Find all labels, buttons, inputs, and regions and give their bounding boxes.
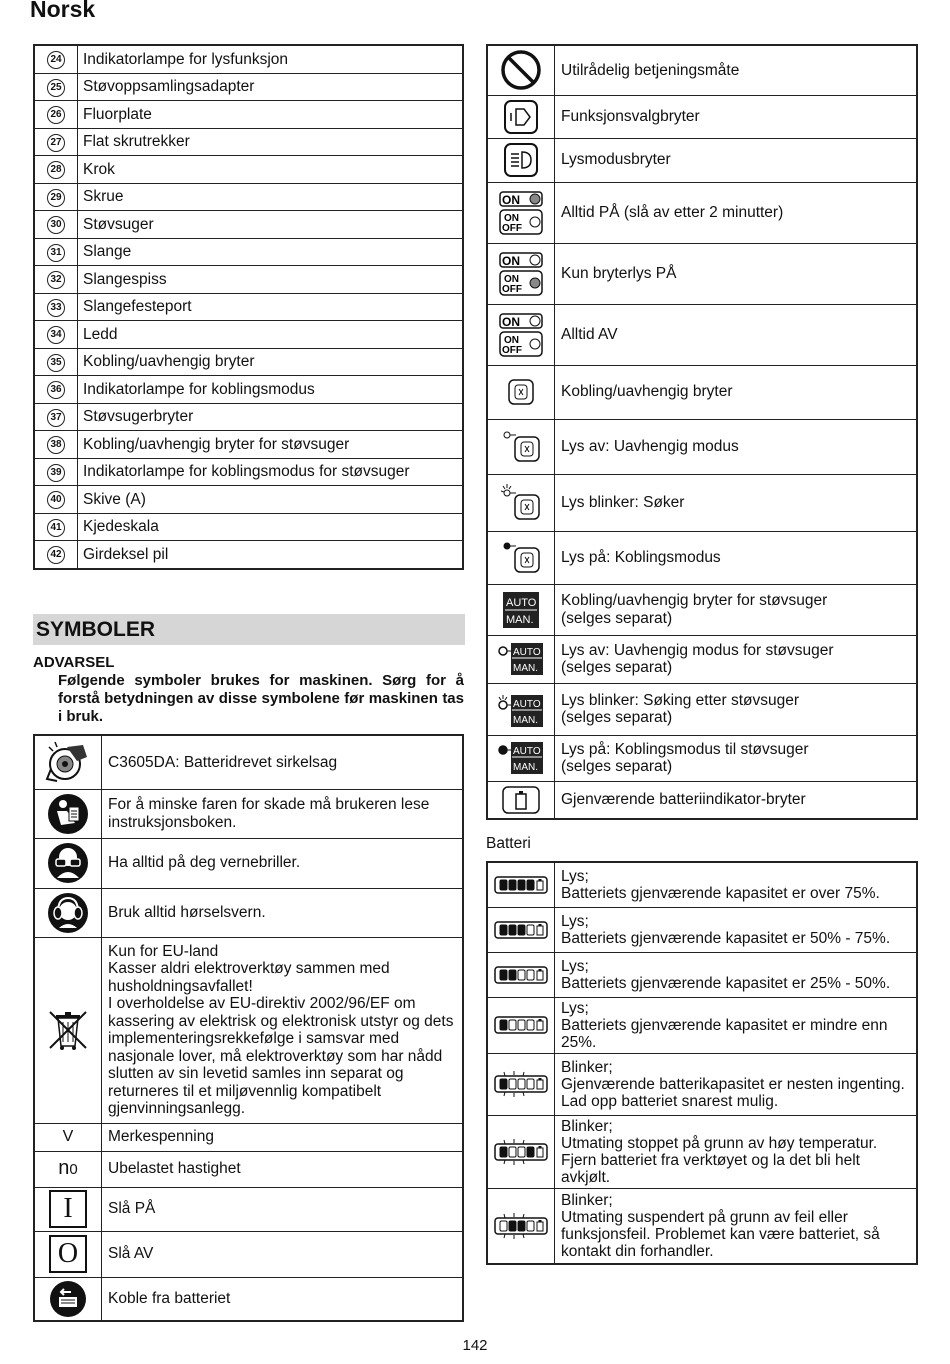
read-manual-icon — [34, 789, 102, 838]
symbol-row — [487, 419, 917, 474]
part-number: 38 — [47, 436, 65, 454]
parts-list-row — [34, 403, 463, 431]
battery-row — [487, 1188, 917, 1264]
svg-text:ON: ON — [502, 253, 520, 268]
svg-text:OFF: OFF — [502, 222, 522, 234]
parts-list-row — [34, 45, 463, 73]
ear-protection-icon — [34, 888, 102, 937]
symbol-row — [34, 1123, 463, 1151]
svg-text:ON: ON — [502, 314, 520, 329]
svg-text:OFF: OFF — [502, 344, 522, 356]
battery-blink-temp-icon — [487, 1115, 555, 1188]
svg-text:ON: ON — [504, 334, 519, 346]
warning-text: Følgende symboler brukes for maskinen. Sørg for å forstå betydningen av disse symbolene før maskinen tas i bruk. — [58, 672, 464, 725]
symbol-text: Lysmodusbryter — [555, 138, 918, 182]
symbol-row — [487, 584, 917, 635]
parts-list-row — [34, 101, 463, 129]
switch-off-icon: O — [49, 1235, 87, 1273]
part-label: Indikatorlampe for koblingsmodus for støvsuger — [78, 458, 464, 486]
symbol-row — [487, 531, 917, 584]
symbol-row — [487, 138, 917, 182]
symbol-text: Utilrådelig betjeningsmåte — [555, 45, 918, 95]
battery-status: Lys; — [561, 999, 589, 1017]
battery-status: Blinker; — [561, 1058, 613, 1076]
symbol-row — [34, 1187, 463, 1231]
symbol-text: Bruk alltid hørselsvern. — [102, 888, 464, 937]
function-select-switch-icon — [487, 95, 555, 138]
battery-table — [486, 861, 918, 1265]
switch-on-icon: I — [49, 1190, 87, 1228]
parts-list-table — [33, 44, 464, 570]
part-label: Indikatorlampe for lysfunksjon — [78, 45, 464, 73]
page-language-heading: Norsk — [30, 0, 96, 22]
battery-row — [487, 907, 917, 952]
symbol-text: Kun bryterlys PÅ — [555, 243, 918, 304]
battery-description: Batteriets gjenværende kapasitet er over 75%. — [561, 884, 880, 902]
symbol-text: Lys av: Uavhengig modus for støvsuger (selges separat) — [555, 635, 918, 683]
part-number: 42 — [47, 546, 65, 564]
part-label: Skive (A) — [78, 486, 464, 514]
battery-status: Blinker; — [561, 1117, 613, 1135]
parts-list-row — [34, 183, 463, 211]
symbol-text: Kun for EU-land Kasser aldri elektroverktøy sammen med husholdningsavfallet! I overholdelse av EU-direktiv 2002/96/EF om kassering av elektrisk og elektronisk utstyr og dets implementeringsrekkefølge i samsvar med nasjonale lover, må elektroverktøy som har nådd slutten av sin levetid samles inn separat og returneres til et miljøvennlig kompatibelt gjenvinningsanlegg. — [102, 937, 464, 1123]
symbol-text: Merkespenning — [102, 1123, 464, 1151]
battery-status: Lys; — [561, 912, 589, 930]
part-label: Ledd — [78, 321, 464, 349]
battery-description: Batteriets gjenværende kapasitet er 50% - 75%. — [561, 929, 891, 947]
parts-list-row — [34, 376, 463, 404]
part-label: Indikatorlampe for koblingsmodus — [78, 376, 464, 404]
light-mode-switch-icon — [487, 138, 555, 182]
symbol-row — [34, 1151, 463, 1187]
part-label: Flat skrutrekker — [78, 128, 464, 156]
battery-status: Lys; — [561, 867, 589, 885]
part-number: 32 — [47, 271, 65, 289]
parts-list-row — [34, 156, 463, 184]
symbol-row — [34, 789, 463, 838]
disconnect-battery-icon — [34, 1277, 102, 1321]
on-onoff-icon — [487, 182, 555, 243]
warning-title: ADVARSEL — [33, 654, 115, 671]
part-number: 26 — [47, 106, 65, 124]
svg-text:MAN.: MAN. — [506, 613, 534, 626]
no-load-speed-symbol: n0 — [58, 1156, 78, 1179]
battery-blink-low-icon — [487, 1053, 555, 1115]
circular-saw-icon — [34, 735, 102, 789]
parts-list-row — [34, 128, 463, 156]
crossed-bin-icon — [34, 937, 102, 1123]
part-label: Støvsugerbryter — [78, 403, 464, 431]
link-light-blink-icon — [487, 474, 555, 531]
symbol-row — [487, 781, 917, 819]
part-number: 34 — [47, 326, 65, 344]
volt-symbol: V — [62, 1128, 74, 1146]
svg-text:AUTO: AUTO — [513, 746, 541, 757]
symbol-row — [34, 1277, 463, 1321]
parts-list-row — [34, 458, 463, 486]
part-number: 27 — [47, 134, 65, 152]
symbol-row — [487, 95, 917, 138]
part-label: Slangespiss — [78, 266, 464, 294]
parts-list-row — [34, 541, 463, 569]
battery-description: Utmating stoppet på grunn av høy temperatur. Fjern batteriet fra verktøyet og la det bli helt avkjølt. — [561, 1134, 878, 1186]
battery-indicator-switch-icon — [487, 781, 555, 819]
symbol-row — [487, 243, 917, 304]
auto-man-light-blink-icon — [487, 683, 555, 735]
symbol-text: Alltid PÅ (slå av etter 2 minutter) — [555, 182, 918, 243]
symbols-table — [33, 734, 464, 1322]
battery-heading: Batteri — [486, 835, 531, 852]
part-label: Krok — [78, 156, 464, 184]
symbol-row — [487, 365, 917, 419]
svg-text:AUTO: AUTO — [506, 596, 537, 609]
symbol-text: For å minske faren for skade må brukeren lese instruksjonsboken. — [102, 789, 464, 838]
symbol-text: Koble fra batteriet — [102, 1277, 464, 1321]
symbol-text: Slå PÅ — [102, 1187, 464, 1231]
symbol-text: C3605DA: Batteridrevet sirkelsag — [102, 735, 464, 789]
part-number: 28 — [47, 161, 65, 179]
part-label: Slangefesteport — [78, 293, 464, 321]
parts-list-row — [34, 211, 463, 239]
svg-text:OFF: OFF — [502, 283, 522, 295]
battery-row — [487, 952, 917, 997]
symbol-text: Kobling/uavhengig bryter — [555, 365, 918, 419]
part-number: 40 — [47, 491, 65, 509]
svg-text:AUTO: AUTO — [513, 647, 541, 658]
battery-row — [487, 997, 917, 1053]
part-label: Støvoppsamlingsadapter — [78, 73, 464, 101]
symbol-text: Alltid AV — [555, 304, 918, 365]
auto-man-light-off-icon — [487, 635, 555, 683]
battery-description: Utmating suspendert på grunn av feil eller funksjonsfeil. Problemet kan være batteriet, så kontakt din forhandler. — [561, 1208, 880, 1260]
battery-status: Lys; — [561, 957, 589, 975]
parts-list-row — [34, 293, 463, 321]
parts-list-row — [34, 321, 463, 349]
svg-text:MAN.: MAN. — [513, 663, 538, 674]
symbol-text: Lys blinker: Søking etter støvsuger (selges separat) — [555, 683, 918, 735]
part-number: 39 — [47, 464, 65, 482]
battery-description: Batteriets gjenværende kapasitet er mindre enn 25%. — [561, 1016, 888, 1051]
symbol-text: Lys på: Koblingsmodus til støvsuger (selges separat) — [555, 735, 918, 781]
battery-blink-fault-icon — [487, 1188, 555, 1264]
auto-man-light-on-icon — [487, 735, 555, 781]
battery-row — [487, 862, 917, 907]
part-number: 31 — [47, 244, 65, 262]
battery-2-bars-icon — [487, 952, 555, 997]
part-label: Fluorplate — [78, 101, 464, 129]
symbol-text: Lys av: Uavhengig modus — [555, 419, 918, 474]
part-label: Kobling/uavhengig bryter for støvsuger — [78, 431, 464, 459]
part-label: Kobling/uavhengig bryter — [78, 348, 464, 376]
symbol-text: Ha alltid på deg vernebriller. — [102, 838, 464, 888]
auto-man-icon — [487, 584, 555, 635]
symbol-text: Kobling/uavhengig bryter for støvsuger (selges separat) — [555, 584, 918, 635]
safety-glasses-icon — [34, 838, 102, 888]
prohibited-icon — [487, 45, 555, 95]
battery-3-bars-icon — [487, 907, 555, 952]
on-onoff-icon — [487, 243, 555, 304]
symbol-row — [34, 888, 463, 937]
battery-4-bars-icon — [487, 862, 555, 907]
part-number: 30 — [47, 216, 65, 234]
symbol-row — [34, 1231, 463, 1277]
svg-text:AUTO: AUTO — [513, 699, 541, 710]
page-number: 142 — [462, 1337, 488, 1354]
symbol-row — [487, 735, 917, 781]
part-number: 36 — [47, 381, 65, 399]
part-label: Slange — [78, 238, 464, 266]
parts-list-row — [34, 431, 463, 459]
symbol-row — [487, 683, 917, 735]
link-light-on-icon — [487, 531, 555, 584]
battery-row — [487, 1053, 917, 1115]
part-label: Skrue — [78, 183, 464, 211]
symbol-row — [487, 45, 917, 95]
battery-status: Blinker; — [561, 1191, 613, 1209]
symbol-text: Gjenværende batteriindikator-bryter — [555, 781, 918, 819]
symbol-row — [487, 304, 917, 365]
link-switch-icon — [487, 365, 555, 419]
symbol-row — [34, 838, 463, 888]
switch-symbols-table — [486, 44, 918, 820]
symbol-row — [487, 474, 917, 531]
battery-description: Batteriets gjenværende kapasitet er 25% - 50%. — [561, 974, 891, 992]
on-onoff-icon — [487, 304, 555, 365]
link-light-off-icon — [487, 419, 555, 474]
part-number: 29 — [47, 189, 65, 207]
part-number: 37 — [47, 409, 65, 427]
part-label: Kjedeskala — [78, 513, 464, 541]
part-number: 35 — [47, 354, 65, 372]
symbol-text: Lys på: Koblingsmodus — [555, 531, 918, 584]
battery-1-bar-icon — [487, 997, 555, 1053]
svg-text:MAN.: MAN. — [513, 762, 538, 773]
battery-row — [487, 1115, 917, 1188]
symbol-text: Funksjonsvalgbryter — [555, 95, 918, 138]
parts-list-row — [34, 486, 463, 514]
symbol-row — [34, 735, 463, 789]
parts-list-row — [34, 513, 463, 541]
part-label: Støvsuger — [78, 211, 464, 239]
symbol-row — [487, 182, 917, 243]
parts-list-row — [34, 266, 463, 294]
symbols-heading: SYMBOLER — [33, 614, 465, 645]
part-number: 41 — [47, 519, 65, 537]
symbol-text: Lys blinker: Søker — [555, 474, 918, 531]
part-label: Girdeksel pil — [78, 541, 464, 569]
parts-list-row — [34, 73, 463, 101]
part-number: 24 — [47, 51, 65, 69]
svg-text:ON: ON — [504, 273, 519, 285]
part-number: 33 — [47, 299, 65, 317]
symbol-row — [487, 635, 917, 683]
symbol-row — [34, 937, 463, 1123]
parts-list-row — [34, 348, 463, 376]
svg-text:MAN.: MAN. — [513, 715, 538, 726]
parts-list-row — [34, 238, 463, 266]
svg-text:ON: ON — [502, 192, 520, 207]
battery-description: Gjenværende batterikapasitet er nesten ingenting. Lad opp batteriet snarest mulig. — [561, 1075, 905, 1110]
svg-text:ON: ON — [504, 212, 519, 224]
part-number: 25 — [47, 79, 65, 97]
symbol-text: Slå AV — [102, 1231, 464, 1277]
symbol-text: Ubelastet hastighet — [102, 1151, 464, 1187]
